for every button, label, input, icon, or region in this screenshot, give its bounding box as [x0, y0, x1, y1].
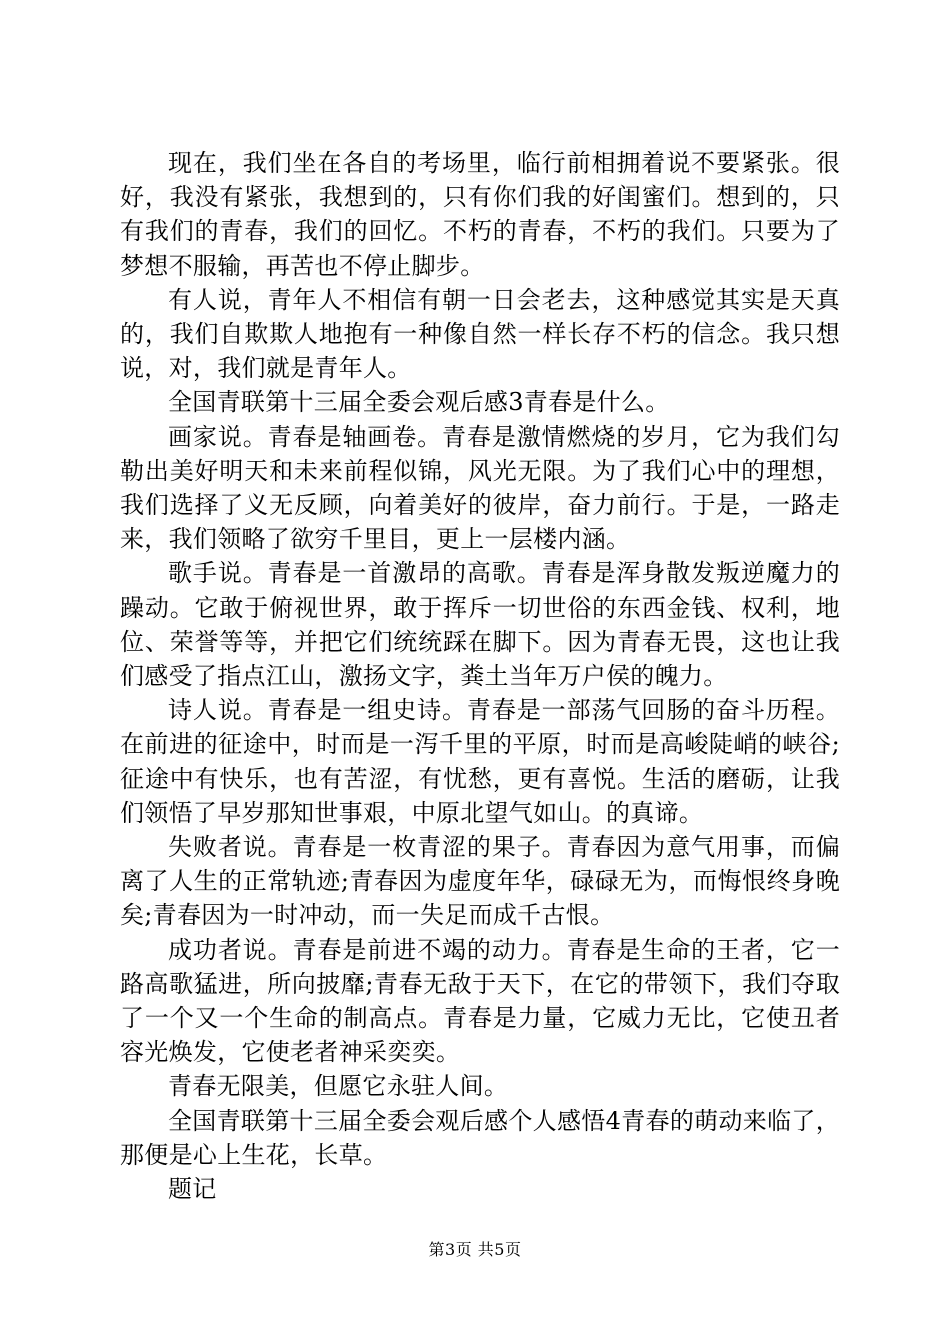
- paragraph-1: 现在，我们坐在各自的考场里，临行前相拥着说不要紧张。很好，我没有紧张，我想到的，只有你们我的好闺蜜们。想到的，只有我们的青春，我们的回忆。不朽的青春，不朽的我们。只要为了梦想不服输，再苦也不停止脚步。: [120, 149, 840, 280]
- paragraph-5: 歌手说。青春是一首激昂的高歌。青春是浑身散发叛逆魔力的躁动。它敢于俯视世界，敢于挥斥一切世俗的东西金钱、权利，地位、荣誉等等，并把它们统统踩在脚下。因为青春无畏，这也让我们感受了指点江山，激扬文字，粪土当年万户侯的魄力。: [120, 559, 840, 691]
- paragraph-9: 青春无限美，但愿它永驻人间。: [168, 1072, 509, 1101]
- paragraph-4: 画家说。青春是轴画卷。青春是激情燃烧的岁月，它为我们勾勒出美好明天和未来前程似锦，风光无限。为了我们心中的理想，我们选择了义无反顾，向着美好的彼岸，奋力前行。于是，一路走来，我们领略了欲穷千里目，更上一层楼内涵。: [120, 422, 840, 554]
- paragraph-8: 成功者说。青春是前进不竭的动力。青春是生命的王者，它一路高歌猛进，所向披靡;青春无敌于天下，在它的带领下，我们夺取了一个又一个生命的制高点。青春是力量，它威力无比，它使丑者容光焕发，它使老者神采奕奕。: [120, 935, 840, 1067]
- document-body: [120, 146, 840, 1206]
- paragraph-3: 全国青联第十三届全委会观后感3青春是什么。: [168, 388, 670, 417]
- paragraph-10: 全国青联第十三届全委会观后感个人感悟4青春的萌动来临了，那便是心上生花，长草。: [120, 1106, 840, 1169]
- paragraph-6: 诗人说。青春是一组史诗。青春是一部荡气回肠的奋斗历程。在前进的征途中，时而是一泻千里的平原，时而是高峻陡峭的峡谷;征途中有快乐，也有苦涩，有忧愁，更有喜悦。生活的磨砺，让我们领悟了早岁那知世事艰，中原北望气如山。的真谛。: [120, 696, 840, 827]
- paragraph-2: 有人说，青年人不相信有朝一日会老去，这种感觉其实是天真的，我们自欺欺人地抱有一种像自然一样长存不朽的信念。我只想说，对，我们就是青年人。: [120, 285, 840, 383]
- paragraph-11: 题记: [168, 1175, 217, 1204]
- paragraph-7: 失败者说。青春是一枚青涩的果子。青春因为意气用事，而偏离了人生的正常轨迹;青春因为虚度年华，碌碌无为，而悔恨终身晚矣;青春因为一时冲动，而一失足而成千古恨。: [120, 833, 840, 930]
- page-number-footer: 第3页 共5页: [428, 1240, 522, 1259]
